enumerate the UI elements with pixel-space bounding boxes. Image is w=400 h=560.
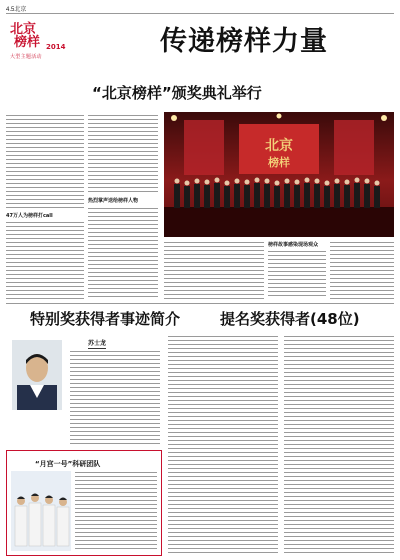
main-headline: 传递榜样力量: [160, 26, 328, 57]
stage-photo: [164, 112, 394, 237]
top-rule: [6, 13, 394, 14]
team-box: [6, 450, 162, 556]
logo-line1: 北京: [10, 22, 37, 37]
article-text-col-2: [88, 114, 158, 194]
section-divider: [6, 303, 394, 304]
article-text-col-1: [6, 114, 84, 209]
article-text-col-5: [330, 241, 394, 299]
nominee-col-1: [168, 335, 278, 553]
photo-caption-heading: 榜样故事感染现场观众: [268, 242, 319, 248]
article-text-col-2b: [88, 207, 158, 299]
svg-text:北京: 北京: [265, 138, 293, 154]
sub-headline: “北京榜样”颁奖典礼举行: [92, 84, 262, 102]
team-text: [75, 471, 157, 551]
nominee-list: [168, 335, 396, 555]
profile-text: [70, 350, 160, 445]
article-text-col-4: [268, 250, 326, 299]
col-1-subheading: 47万人为榜样打call: [6, 213, 53, 219]
article-text-col-1b: [6, 221, 84, 299]
logo-year: 2014: [46, 43, 66, 51]
page-label: 4.5北京: [6, 7, 27, 13]
profile-name: 苏士龙: [88, 340, 107, 347]
col-2-subheading: 热烈掌声送给榜样人物: [88, 198, 139, 204]
nominee-col-2: [284, 335, 394, 553]
team-photo: [11, 471, 71, 551]
logo-subtitle: 大型主题活动: [10, 54, 42, 60]
nominee-section-title: 提名奖获得者(48位): [220, 310, 360, 328]
article-text-col-3: [164, 241, 264, 299]
logo-emblem: [10, 23, 66, 81]
portrait-photo: [12, 340, 62, 410]
special-award-section-title: 特别奖获得者事迹简介: [30, 310, 181, 328]
logo-line2: 榜样: [14, 35, 41, 50]
svg-text:榜样: 榜样: [268, 156, 290, 169]
team-title: “月宫一号”科研团队: [35, 460, 101, 468]
